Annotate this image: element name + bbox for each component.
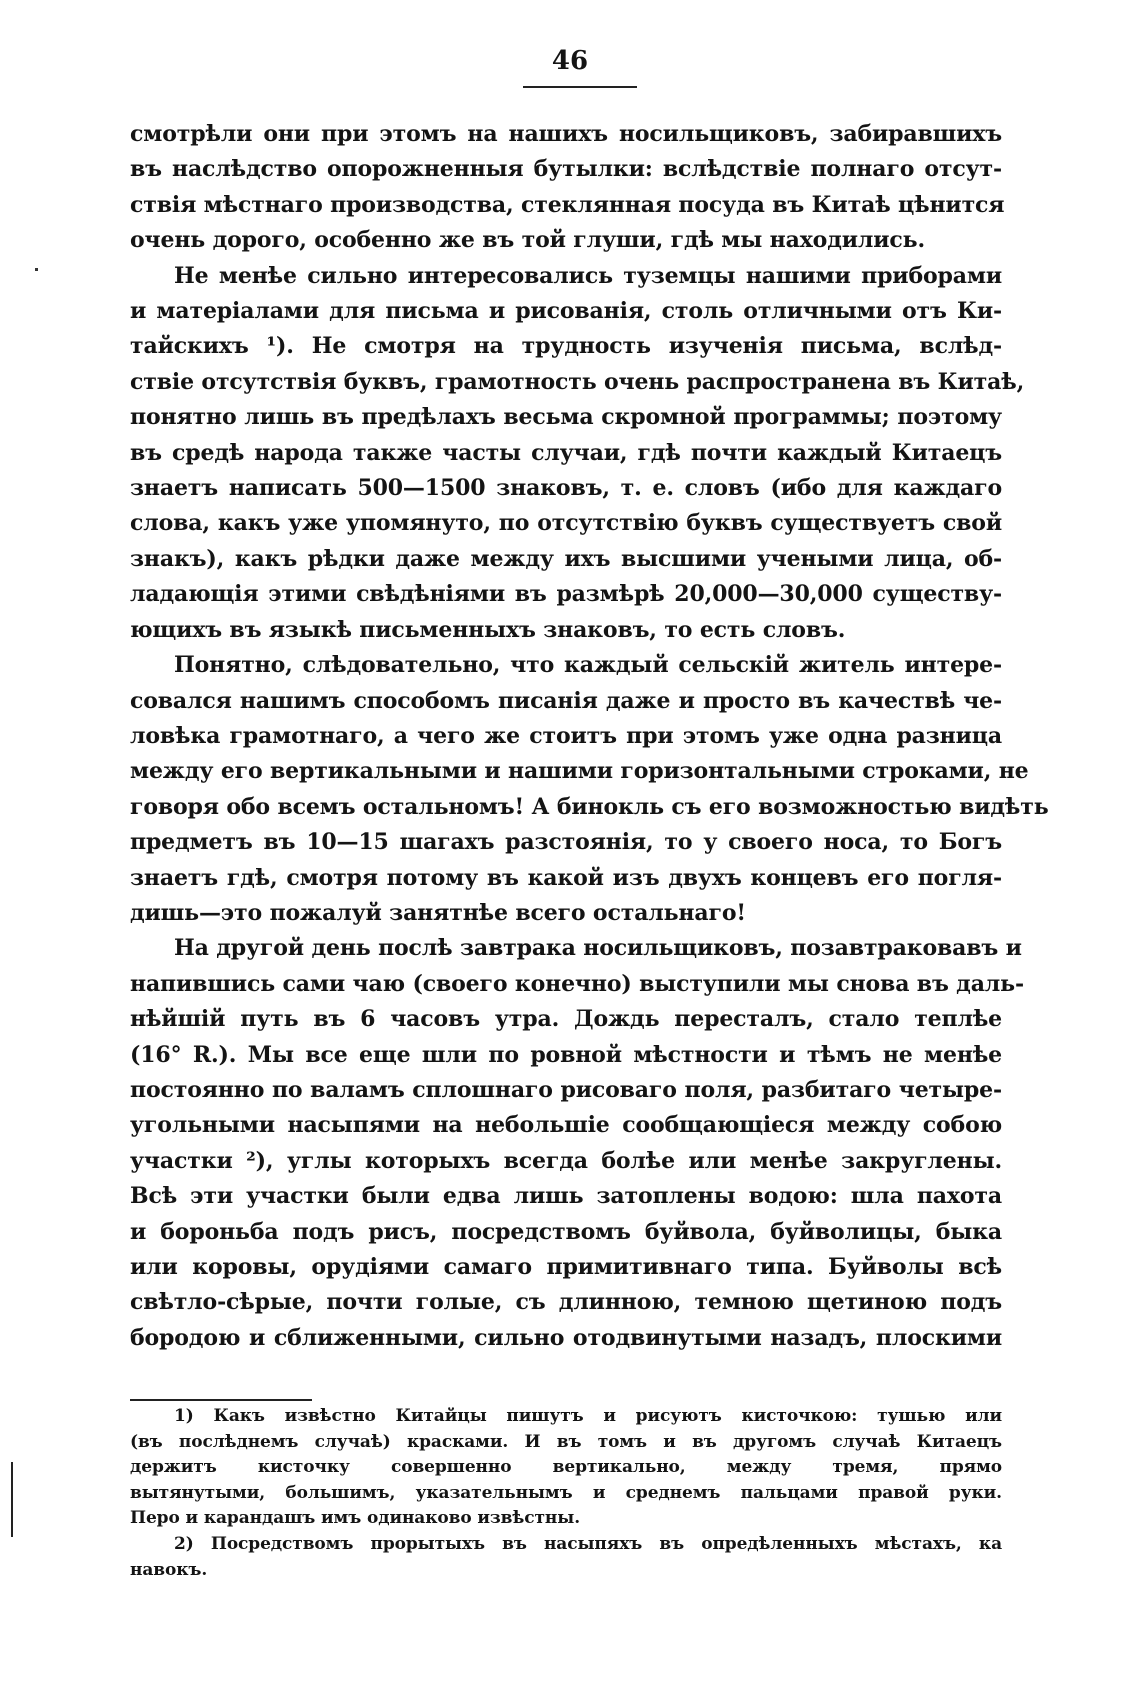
text-line: Понятно, слѣдовательно, что каждый сельскій житель интере-: [174, 652, 1002, 679]
text-line: или коровы, орудіями самаго примитивнаго типа. Буйволы всѣ: [130, 1254, 1002, 1280]
text-line: смотрѣли они при этомъ на нашихъ носильщиковъ, забиравшихъ: [130, 121, 1002, 147]
header-rule: [523, 86, 637, 88]
footnote-line: Перо и карандашъ имъ одинаково извѣстны.: [130, 1508, 581, 1529]
footnote-1: [130, 1404, 1002, 1532]
paragraph-2: [130, 259, 1025, 648]
footnote-line: 1) Какъ извѣстно Китайцы пишутъ и рисуютъ кисточкою: тушью или: [174, 1406, 1002, 1426]
text-line: ствія мѣстнаго производства, стеклянная посуда въ Китаѣ цѣнится: [130, 191, 1005, 218]
text-line: совался нашимъ способомъ писанія даже и просто въ качествѣ че-: [130, 687, 1002, 714]
text-line: говоря обо всемъ остальномъ! А бинокль съ его возможностью видѣть: [130, 793, 1049, 820]
paragraph-4: [130, 931, 1024, 1356]
text-line: въ наслѣдство опорожненныя бутылки: вслѣдствіе полнаго отсут-: [130, 156, 1002, 183]
paragraph-1: [130, 117, 1005, 259]
text-line: На другой день послѣ завтрака носильщиковъ, позавтраковавъ и: [174, 935, 1022, 962]
text-line: слова, какъ уже упомянуто, по отсутствію буквъ существуетъ свой: [130, 510, 1002, 537]
footnote-line: (въ послѣднемъ случаѣ) красками. И въ томъ и въ другомъ случаѣ Китаецъ: [130, 1431, 1002, 1452]
footnote-line: навокъ.: [130, 1559, 208, 1580]
text-line: предметъ въ 10—15 шагахъ разстоянія, то у своего носа, то Богъ: [130, 829, 1002, 856]
text-line: знакъ), какъ рѣдки даже между ихъ высшими учеными лица, об-: [130, 545, 1002, 572]
text-line: ладающія этими свѣдѣніями въ размѣрѣ 20,000—30,000 существу-: [130, 581, 1002, 608]
text-line: бородою и сближенными, сильно отодвинутыми назадъ, плоскими: [130, 1324, 1002, 1351]
paragraph-3: [130, 648, 1049, 931]
text-line: ющихъ въ языкѣ письменныхъ знаковъ, то есть словъ.: [130, 616, 846, 643]
text-line: ловѣка грамотнаго, а чего же стоитъ при этомъ уже одна разница: [130, 722, 1002, 749]
text-line: и матеріалами для письма и рисованія, столь отличными отъ Ки-: [130, 298, 1002, 325]
text-line: между его вертикальными и нашими горизонтальными строками, не: [130, 758, 1029, 785]
footnote-line: 2) Посредствомъ прорытыхъ въ насыпяхъ въ опредѣленныхъ мѣстахъ, ка: [174, 1533, 1002, 1554]
text-line: въ средѣ народа также часты случаи, гдѣ почти каждый Китаецъ: [130, 439, 1002, 466]
text-line: угольными насыпями на небольшіе сообщающіеся между собою: [130, 1112, 1002, 1139]
text-line: знаетъ написать 500—1500 знаковъ, т. е. словъ (ибо для каждаго: [130, 475, 1002, 502]
margin-mark: [11, 1462, 13, 1537]
footnote-rule: [130, 1399, 312, 1401]
text-line: ствіе отсутствія буквъ, грамотность очень распространена въ Китаѣ,: [130, 368, 1025, 395]
margin-speck: [35, 268, 38, 271]
text-line: нѣйшій путь въ 6 часовъ утра. Дождь пересталъ, стало теплѣе: [130, 1006, 1002, 1033]
page-number: 46: [551, 46, 589, 76]
text-line: напившись сами чаю (своего конечно) выступили мы снова въ даль-: [130, 970, 1024, 997]
footnote-line: вытянутыми, большимъ, указательнымъ и среднемъ пальцами правой руки.: [130, 1482, 1002, 1503]
footnote-2: [130, 1532, 1002, 1583]
text-line: дишь—это пожалуй занятнѣе всего остальнаго!: [130, 899, 746, 926]
text-line: Всѣ эти участки были едва лишь затоплены водою: шла пахота: [130, 1183, 1002, 1210]
text-line: свѣтло-сѣрые, почти голые, съ длинною, темною щетиною подъ: [130, 1289, 1002, 1316]
text-line: (16° R.). Мы все еще шли по ровной мѣстности и тѣмъ не менѣе: [130, 1041, 1002, 1068]
main-text: [130, 117, 1049, 1356]
text-line: понятно лишь въ предѣлахъ весьма скромной программы; поэтому: [130, 404, 1002, 431]
footnote-line: держитъ кисточку совершенно вертикально, между тремя, прямо: [130, 1457, 1002, 1478]
text-line: знаетъ гдѣ, смотря потому въ какой изъ двухъ концевъ его погля-: [130, 864, 1002, 891]
footnotes: [130, 1404, 1002, 1583]
text-line: и бороньба подъ рисъ, посредствомъ буйвола, буйволицы, быка: [130, 1218, 1002, 1245]
text-line: постоянно по валамъ сплошнаго рисоваго поля, разбитаго четыре-: [130, 1076, 1002, 1103]
text-line: Не менѣе сильно интересовались туземцы нашими приборами: [174, 262, 1002, 289]
text-line: тайскихъ ¹). Не смотря на трудность изученія письма, вслѣд-: [130, 333, 1002, 360]
text-line: участки ²), углы которыхъ всегда болѣе или менѣе закруглены.: [130, 1147, 1002, 1174]
text-line: очень дорого, особенно же въ той глуши, гдѣ мы находились.: [130, 227, 925, 254]
